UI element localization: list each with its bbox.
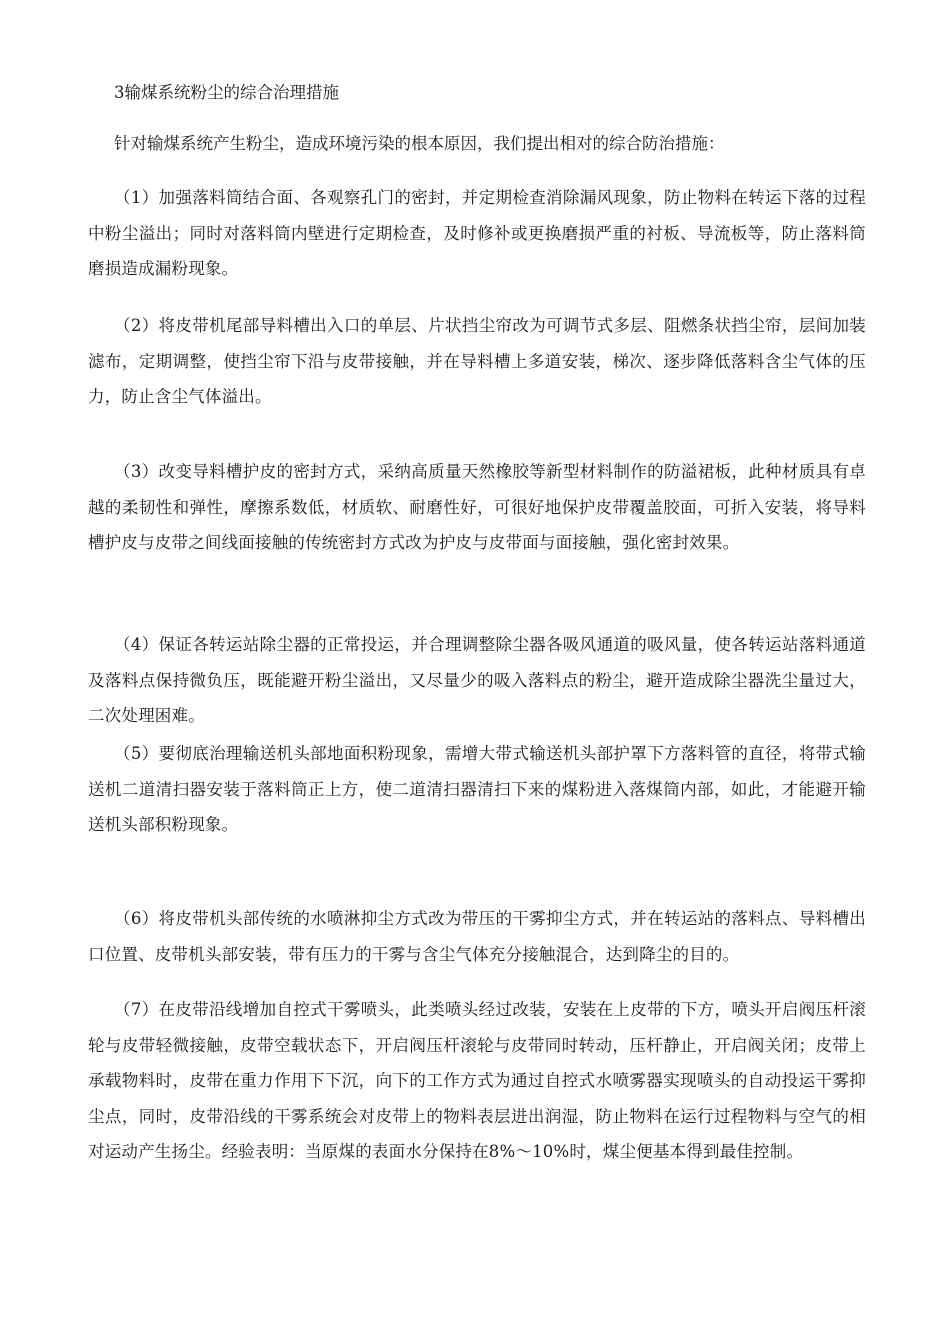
measure-paragraph-5: （5）要彻底治理输送机头部地面积粉现象，需增大带式输送机头部护罩下方落料管的直径，将带式输送机二道清扫器安装于落料筒正上方，使二道清扫器清扫下来的煤粉进入落煤筒内部，如此，才能避开输送机头部积粉现象。 [88, 744, 866, 834]
measure-paragraph-6: （6）将皮带机头部传统的水喷淋抑尘方式改为带压的干雾抑尘方式，并在转运站的落料点、导料槽出口位置、皮带机头部安装，带有压力的干雾与含尘气体充分接触混合，达到降尘的目的。 [88, 909, 866, 964]
measure-paragraph-7: （7）在皮带沿线增加自控式干雾喷头，此类喷头经过改装，安装在上皮带的下方，喷头开启阀压杆滚轮与皮带轻微接触，皮带空载状态下，开启阀压杆滚轮与皮带同时转动，压杆静止，开启阀关闭；皮带上承载物料时，皮带在重力作用下下沉，向下的工作方式为通过自控式水喷雾器实现喷头的自动投运干雾抑尘点，同时，皮带沿线的干雾系统会对皮带上的物料表层进出润湿，防止物料在运行过程物料与空气的相对运动产生扬尘。经验表明：当原煤的表面水分保持在8%～10%时，煤尘便基本得到最佳控制。 [88, 1000, 866, 1161]
intro-paragraph: 针对输煤系统产生粉尘，造成环境污染的根本原因，我们提出相对的综合防治措施： [114, 134, 725, 153]
measure-paragraph-4: （4）保证各转运站除尘器的正常投运，并合理调整除尘器各吸风通道的吸风量，使各转运站落料通道及落料点保持微负压，既能避开粉尘溢出，又尽量少的吸入落料点的粉尘，避开造成除尘器洗尘量过大，二次处理困难。 [88, 635, 866, 725]
measure-paragraph-1: （1）加强落料筒结合面、各观察孔门的密封，并定期检查消除漏风现象，防止物料在转运下落的过程中粉尘溢出；同时对落料筒内壁进行定期检查，及时修补或更换磨损严重的衬板、导流板等，防止落料筒磨损造成漏粉现象。 [88, 188, 866, 278]
section-heading: 3输煤系统粉尘的综合治理措施 [114, 83, 339, 102]
measure-paragraph-2: （2）将皮带机尾部导料槽出入口的单层、片状挡尘帘改为可调节式多层、阻燃条状挡尘帘，层间加装滤布，定期调整，使挡尘帘下沿与皮带接触，并在导料槽上多道安装，梯次、逐步降低落料含尘气体的压力，防止含尘气体溢出。 [88, 316, 866, 406]
measure-paragraph-3: （3）改变导料槽护皮的密封方式，采纳高质量天然橡胶等新型材料制作的防溢裙板，此种材质具有卓越的柔韧性和弹性，摩擦系数低，材质软、耐磨性好，可很好地保护皮带覆盖胶面，可折入安装，将导料槽护皮与皮带之间线面接触的传统密封方式改为护皮与皮带面与面接触，强化密封效果。 [88, 462, 866, 552]
